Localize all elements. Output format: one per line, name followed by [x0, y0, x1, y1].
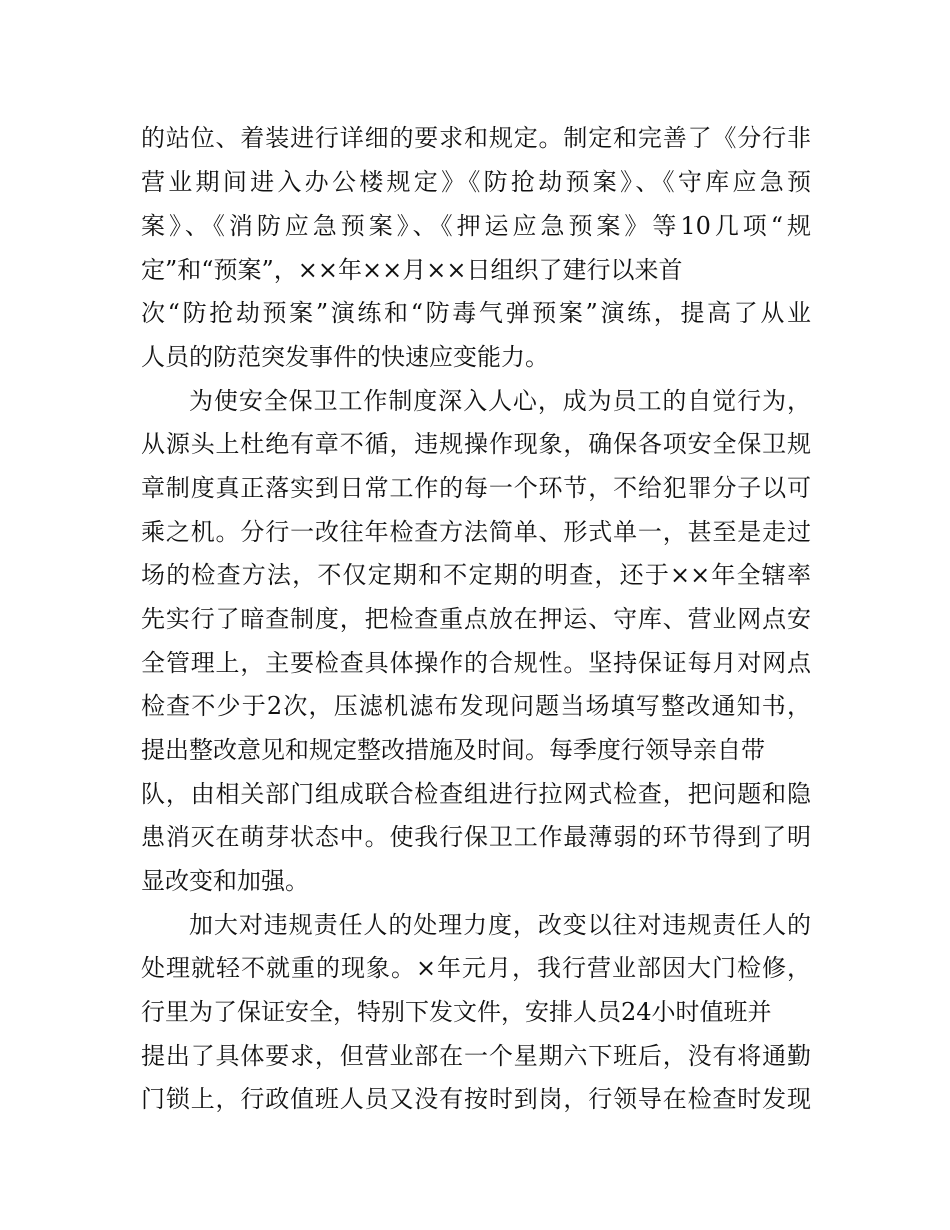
text-line: 次“防抢劫预案”演练和“防毒气弹预案”演练，提高了从业	[141, 299, 811, 327]
text-line: 处理就轻不就重的现象。×年元月，我行营业部因大门检修，	[141, 954, 811, 982]
text-line: 显改变和加强。	[141, 867, 309, 895]
text-line: 门锁上，行政值班人员又没有按时到岗，行领导在检查时发现	[141, 1085, 811, 1113]
text-line: 营业期间进入办公楼规定》《防抢劫预案》、《守库应急预	[141, 168, 811, 196]
text-line: 提出了具体要求，但营业部在一个星期六下班后，没有将通勤	[141, 1042, 811, 1070]
text-line: 队，由相关部门组成联合检查组进行拉网式检查，把问题和隐	[141, 780, 811, 808]
text-line: 定”和“预案”，××年××月××日组织了建行以来首	[141, 256, 683, 284]
text-line: 提出整改意见和规定整改措施及时间。每季度行领导亲自带	[141, 736, 765, 764]
text-line: 行里为了保证安全，特别下发文件，安排人员24小时值班并	[141, 998, 772, 1026]
text-line: 全管理上，主要检查具体操作的合规性。坚持保证每月对网点	[141, 649, 811, 677]
text-line: 案》、《消防应急预案》、《押运应急预案》等10几项“规	[141, 212, 811, 240]
paragraph-first-line: 为使安全保卫工作制度深入人心，成为员工的自觉行为，	[189, 387, 811, 415]
text-line: 人员的防范突发事件的快速应变能力。	[141, 343, 549, 371]
text-line: 场的检查方法，不仅定期和不定期的明查，还于××年全辖率	[141, 561, 811, 589]
text-line: 患消灭在萌芽状态中。使我行保卫工作最薄弱的环节得到了明	[141, 823, 811, 851]
text-line: 从源头上杜绝有章不循，违规操作现象，确保各项安全保卫规	[141, 430, 811, 458]
text-line: 的站位、着装进行详细的要求和规定。制定和完善了《分行非	[141, 124, 811, 152]
text-line: 乘之机。分行一改往年检查方法简单、形式单一，甚至是走过	[141, 518, 811, 546]
text-line: 章制度真正落实到日常工作的每一个环节，不给犯罪分子以可	[141, 474, 811, 502]
text-line: 检查不少于2次，压滤机滤布发现问题当场填写整改通知书，	[141, 692, 811, 720]
paragraph-first-line: 加大对违规责任人的处理力度，改变以往对违规责任人的	[189, 911, 811, 939]
text-line: 先实行了暗查制度，把检查重点放在押运、守库、营业网点安	[141, 605, 811, 633]
